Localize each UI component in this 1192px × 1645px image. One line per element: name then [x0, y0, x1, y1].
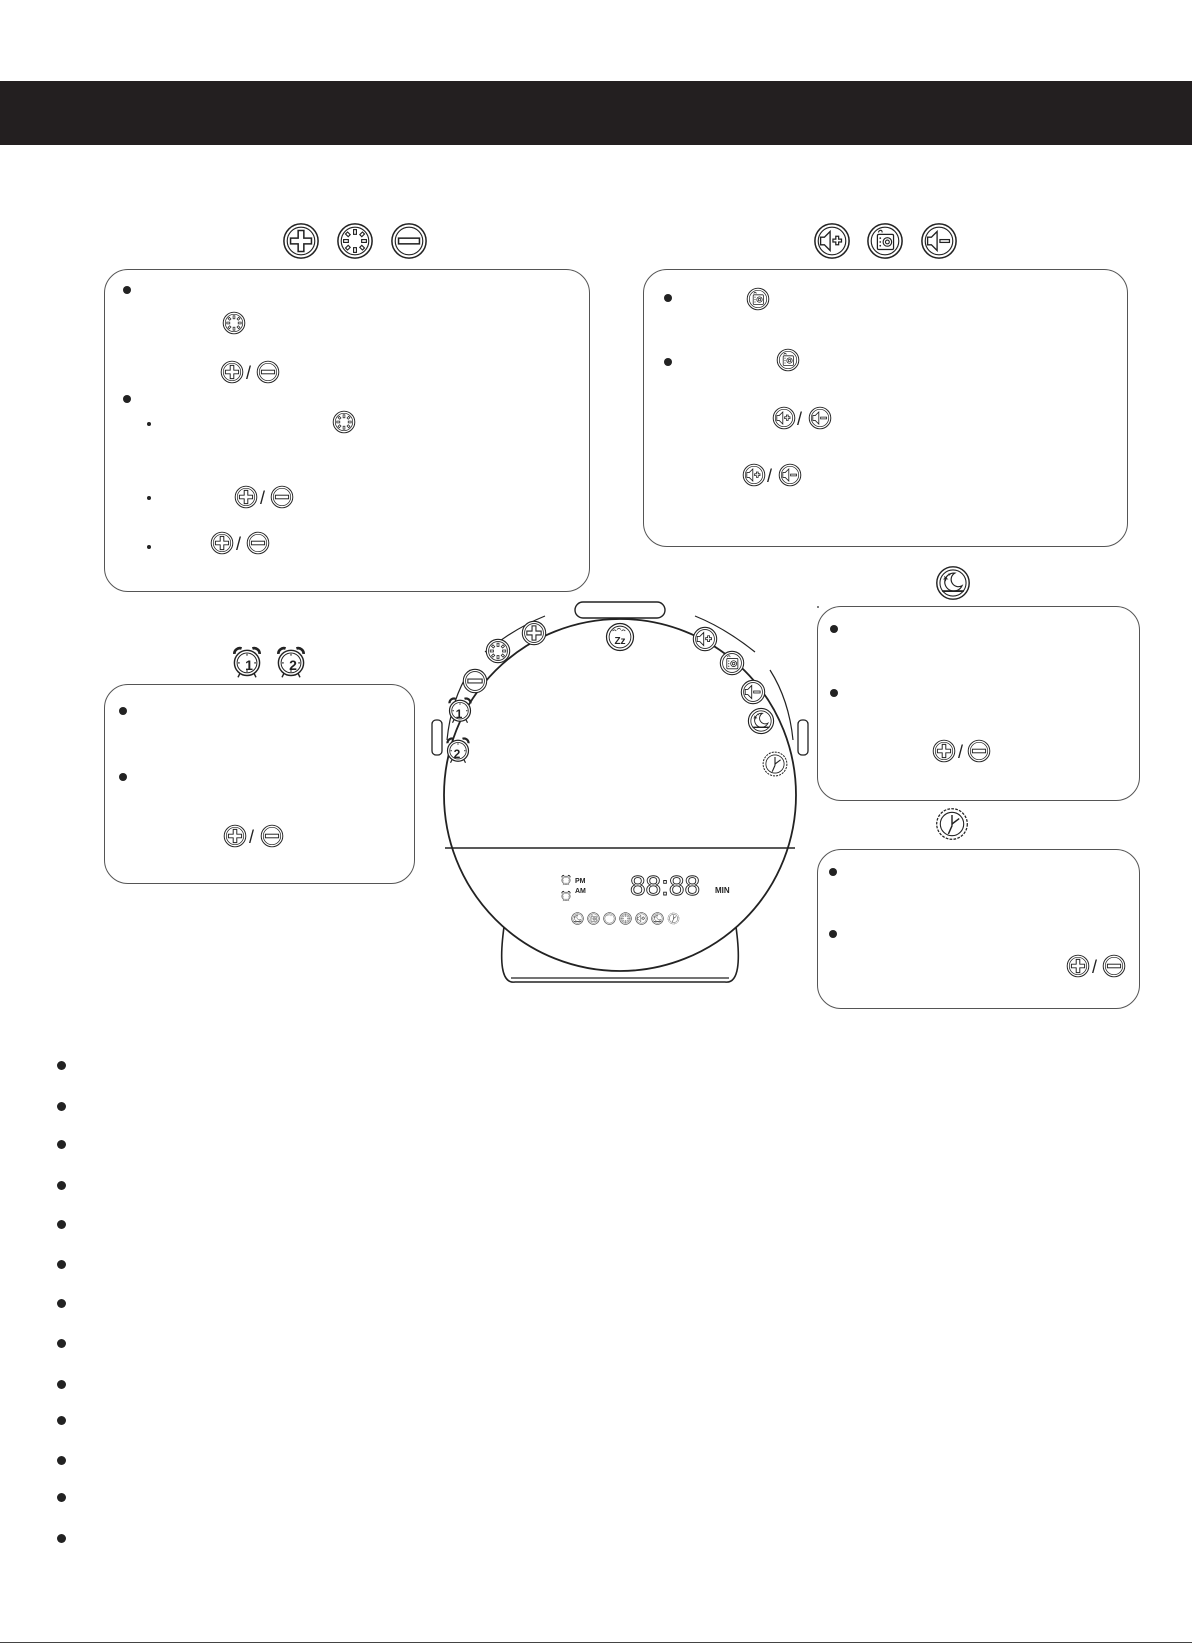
list-bullet: [830, 689, 838, 697]
sleep-moon-icon: [935, 565, 971, 601]
svg-text:AM: AM: [575, 888, 586, 895]
volume-down-icon: [920, 222, 958, 260]
sound-settings-panel: [643, 269, 1128, 547]
minus-icon: [256, 360, 280, 384]
minus-icon: [967, 739, 991, 763]
svg-text:PM: PM: [575, 878, 586, 885]
light-dial-icon: [336, 222, 374, 260]
sound-speaker-icon: [746, 287, 770, 311]
list-bullet: [119, 773, 127, 781]
list-bullet: [57, 1380, 66, 1389]
separator: /: [767, 466, 773, 486]
svg-text:1: 1: [455, 707, 463, 721]
plus-icon: [210, 531, 234, 555]
footer-rule: [0, 1642, 1192, 1643]
list-bullet: [829, 930, 837, 938]
separator: /: [958, 742, 964, 762]
svg-text:2: 2: [453, 747, 461, 761]
plus-icon: [220, 360, 244, 384]
plus-icon: [282, 222, 320, 260]
list-bullet: [57, 1493, 66, 1502]
separator: /: [246, 363, 252, 383]
list-bullet: [123, 395, 131, 403]
separator: /: [260, 488, 266, 508]
alarm-settings-panel: [104, 684, 415, 884]
list-bullet: [57, 1140, 66, 1149]
plus-icon: [234, 485, 258, 509]
list-bullet: [57, 1220, 66, 1229]
sound-speaker-icon: [776, 348, 800, 372]
list-bullet: [664, 358, 672, 366]
list-bullet: [829, 868, 837, 876]
sleep-settings-panel: [817, 606, 819, 608]
svg-text:MIN: MIN: [715, 886, 730, 895]
clock-set-icon: [934, 806, 970, 842]
sleep-settings-panel-box: [817, 606, 1140, 801]
minus-icon: [270, 485, 294, 509]
light-dial-icon: [332, 410, 356, 434]
volume-up-icon: [813, 222, 851, 260]
header-bar: [0, 81, 1192, 145]
minus-icon: [1102, 954, 1126, 978]
minus-icon: [260, 824, 284, 848]
list-bullet: [664, 294, 672, 302]
list-bullet: [57, 1181, 66, 1190]
list-bullet: [830, 625, 838, 633]
sub-bullet: [147, 422, 151, 426]
list-bullet: [57, 1061, 66, 1070]
list-bullet: [57, 1260, 66, 1269]
separator: /: [1092, 957, 1098, 977]
list-bullet: [57, 1299, 66, 1308]
volume-up-icon: [742, 463, 766, 487]
separator: /: [797, 409, 803, 429]
svg-text:2: 2: [289, 657, 297, 673]
volume-up-icon: [772, 406, 796, 430]
list-bullet: [57, 1456, 66, 1465]
svg-text:1: 1: [245, 657, 253, 673]
minus-icon: [390, 222, 428, 260]
list-bullet: [57, 1416, 66, 1425]
device-illustration: [425, 590, 815, 990]
list-bullet: [119, 707, 127, 715]
list-bullet: [57, 1102, 66, 1111]
minus-icon: [246, 531, 270, 555]
volume-down-icon: [778, 463, 802, 487]
plus-icon: [223, 824, 247, 848]
alarm-2-icon: [273, 644, 309, 680]
separator: /: [236, 534, 242, 554]
svg-text:88:88: 88:88: [629, 870, 701, 901]
separator: /: [249, 827, 255, 847]
list-bullet: [57, 1339, 66, 1348]
light-dial-icon: [222, 311, 246, 335]
list-bullet: [57, 1534, 66, 1543]
sound-speaker-icon: [866, 222, 904, 260]
sub-bullet: [147, 545, 151, 549]
plus-icon: [932, 739, 956, 763]
list-bullet: [123, 286, 131, 294]
clock-settings-panel: [817, 849, 1140, 1009]
svg-text:Zz: Zz: [614, 636, 626, 647]
volume-down-icon: [808, 406, 832, 430]
alarm-1-icon: [229, 644, 265, 680]
sub-bullet: [147, 496, 151, 500]
plus-icon: [1066, 954, 1090, 978]
